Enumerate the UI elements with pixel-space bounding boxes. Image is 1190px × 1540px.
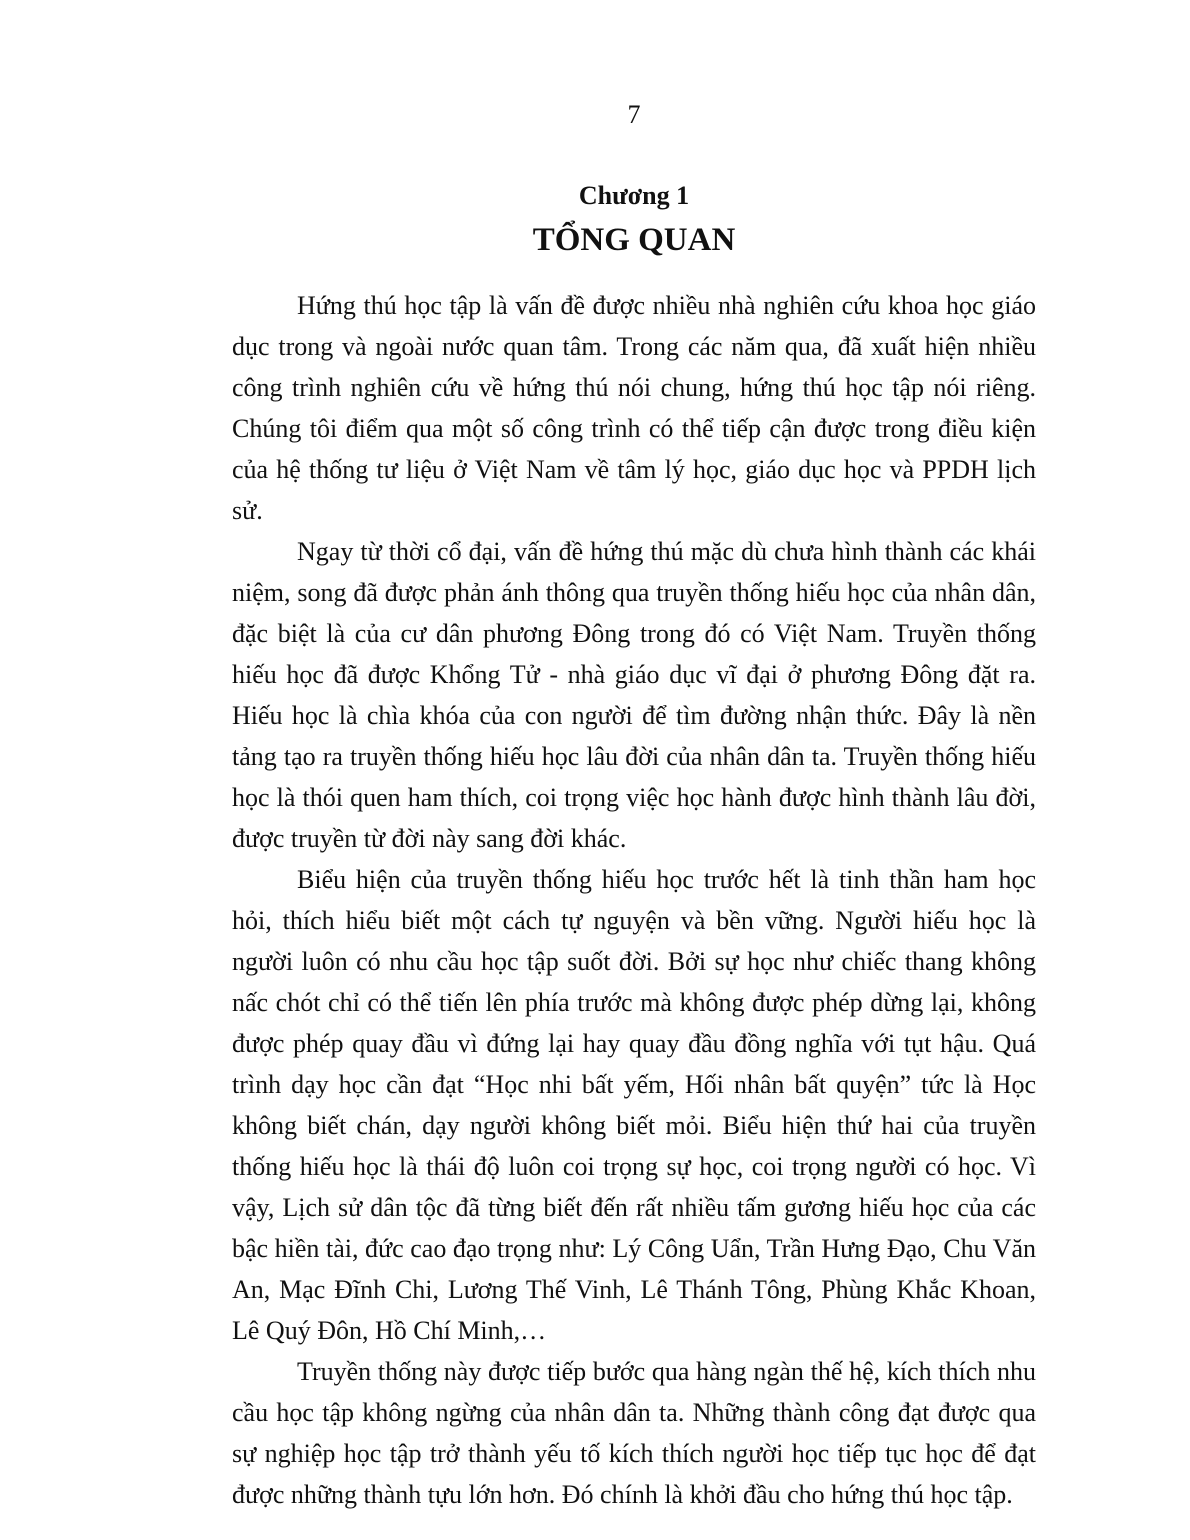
paragraph-3: Biểu hiện của truyền thống hiếu học trước hết là tinh thần ham học hỏi, thích hiểu biết một cách tự nguyện và bền vững. Người hiếu học là người luôn có nhu cầu học tập suốt đời. Bởi sự học như chiếc thang không nấc chót chỉ có thể tiến lên phía trước mà không được phép dừng lại, không được phép quay đầu vì đứng lại hay quay đầu đồng nghĩa với tụt hậu. Quá trình dạy học cần đạt “Học nhi bất yếm, Hối nhân bất quyện” tức là Học không biết chán, dạy người không biết mỏi. Biểu hiện thứ hai của truyền thống hiếu học là thái độ luôn coi trọng sự học, coi trọng người có học. Vì vậy, Lịch sử dân tộc đã từng biết đến rất nhiều tấm gương hiếu học của các bậc hiền tài, đức cao đạo trọng như: Lý Công Uẩn, Trần Hưng Đạo, Chu Văn An, Mạc Đĩnh Chi, Lương Thế Vinh, Lê Thánh Tông, Phùng Khắc Khoan, Lê Quý Đôn, Hồ Chí Minh,…: [232, 865, 1036, 1345]
body-text: [232, 285, 1036, 1515]
chapter-label: Chương 1: [578, 181, 690, 210]
paragraph-1: Hứng thú học tập là vấn đề được nhiều nhà nghiên cứu khoa học giáo dục trong và ngoài nước quan tâm. Trong các năm qua, đã xuất hiện nhiều công trình nghiên cứu về hứng thú nói chung, hứng thú học tập nói riêng. Chúng tôi điểm qua một số công trình có thể tiếp cận được trong điều kiện của hệ thống tư liệu ở Việt Nam về tâm lý học, giáo dục học và PPDH lịch sử.: [232, 291, 1036, 525]
page-number: 7: [627, 100, 641, 129]
paragraph-2: Ngay từ thời cổ đại, vấn đề hứng thú mặc dù chưa hình thành các khái niệm, song đã được phản ánh thông qua truyền thống hiếu học của nhân dân, đặc biệt là của cư dân phương Đông trong đó có Việt Nam. Truyền thống hiếu học đã được Khổng Tử - nhà giáo dục vĩ đại ở phương Đông đặt ra. Hiếu học là chìa khóa của con người để tìm đường nhận thức. Đây là nền tảng tạo ra truyền thống hiếu học lâu đời của nhân dân ta. Truyền thống hiếu học là thói quen ham thích, coi trọng việc học hành được hình thành lâu đời, được truyền từ đời này sang đời khác.: [232, 537, 1036, 853]
paragraph-4: Truyền thống này được tiếp bước qua hàng ngàn thế hệ, kích thích nhu cầu học tập không ngừng của nhân dân ta. Những thành công đạt được qua sự nghiệp học tập trở thành yếu tố kích thích người học tiếp tục học để đạt được những thành tựu lớn hơn. Đó chính là khởi đầu cho hứng thú học tập.: [232, 1357, 1036, 1509]
chapter-title: TỔNG QUAN: [532, 222, 736, 258]
